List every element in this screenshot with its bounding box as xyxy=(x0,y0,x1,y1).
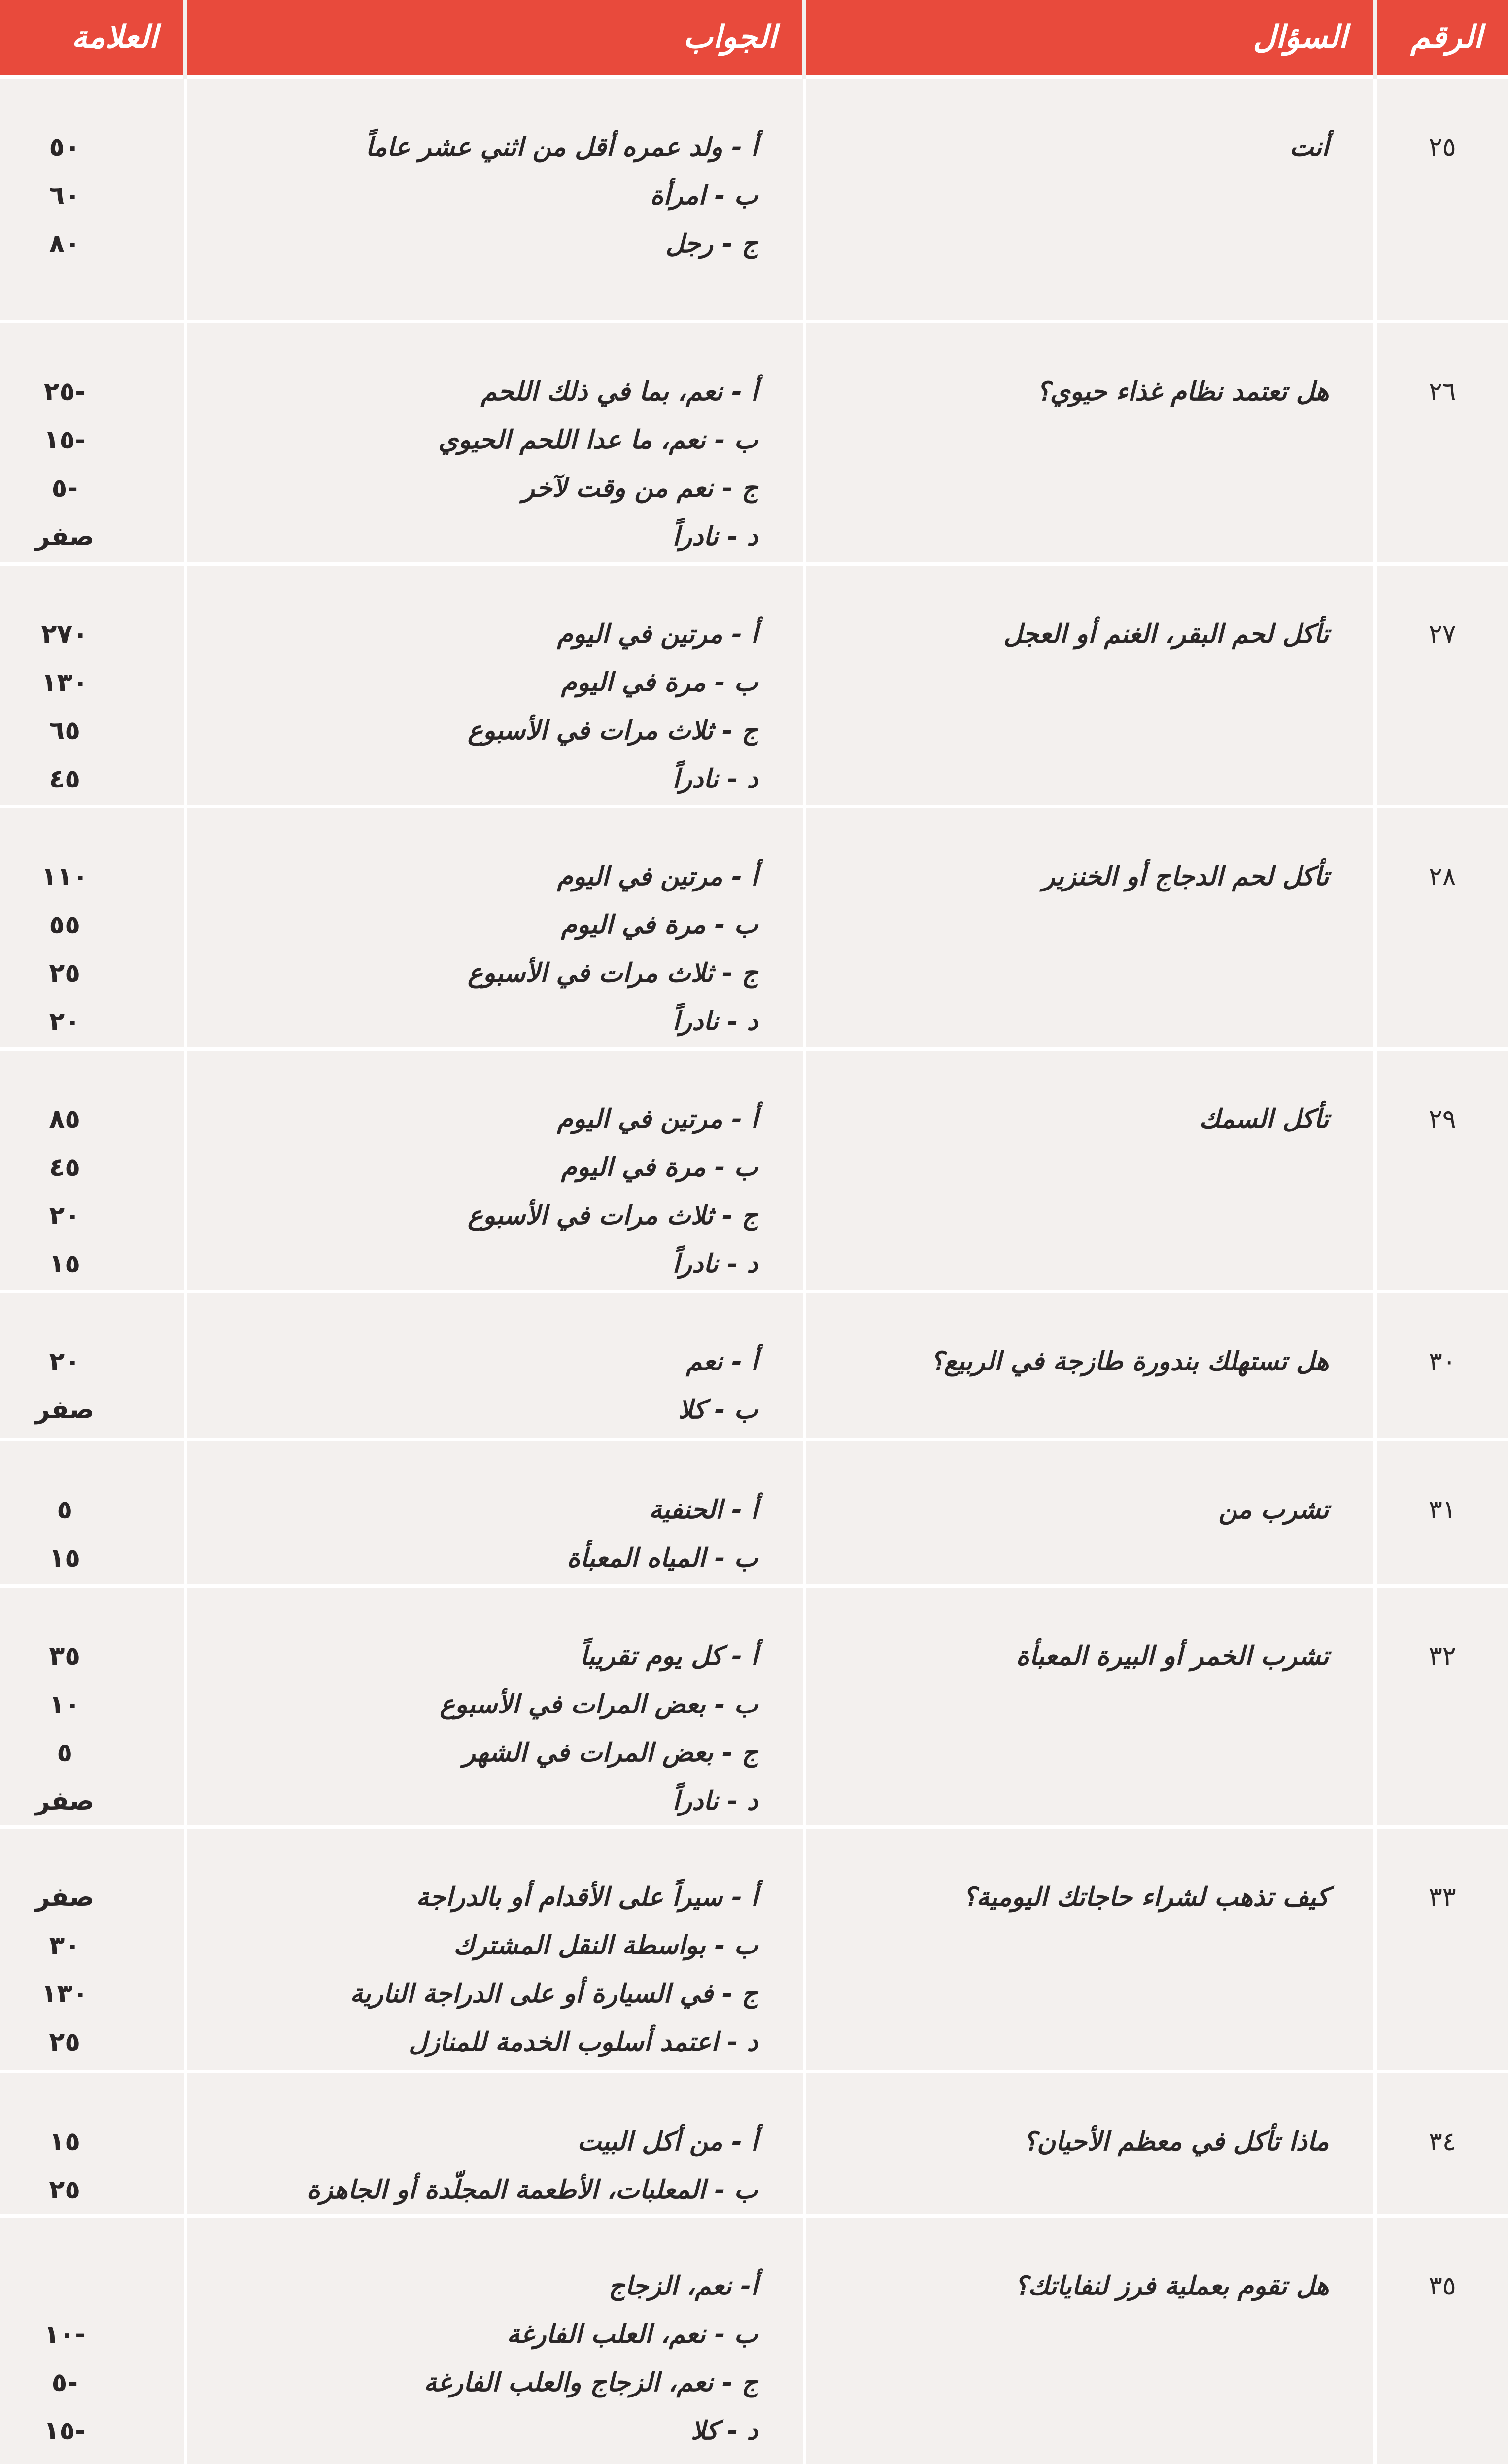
question-number: ٣٢ xyxy=(1375,1586,1508,1827)
answer-option: أ - نعم xyxy=(686,1346,758,1376)
score-value: ٥٥ xyxy=(49,910,80,940)
answer-option: د - نادراً xyxy=(672,1006,758,1036)
question-text: هل تعتمد نظام غذاء حيوي؟ xyxy=(804,321,1375,564)
answer-options xyxy=(185,564,804,806)
score-value: ٢٥ xyxy=(49,958,80,988)
answer-options xyxy=(185,1291,804,1439)
answer-option: ب - كلا xyxy=(678,1395,758,1425)
answer-options xyxy=(185,2071,804,2216)
score-value: ١٥ xyxy=(49,1249,80,1279)
score-values xyxy=(0,77,185,321)
answer-option: ج - بعض المرات في الشهر xyxy=(463,1738,758,1768)
answer-option: ج - في السيارة أو على الدراجة النارية xyxy=(350,1979,758,2009)
answer-option: ب - المياه المعبأة xyxy=(567,1543,758,1573)
question-text: تأكل لحم الدجاج أو الخنزير xyxy=(804,806,1375,1049)
answer-options xyxy=(185,321,804,564)
question-number: ٢٧ xyxy=(1375,564,1508,806)
score-value: ٢٠ xyxy=(49,1200,80,1231)
table-row xyxy=(0,77,1508,321)
header-score: العلامة xyxy=(0,0,185,77)
question-text: تشرب من xyxy=(804,1439,1375,1586)
question-number: ٣٠ xyxy=(1375,1291,1508,1439)
table-row xyxy=(0,806,1508,1049)
score-value: ٥٠ xyxy=(49,132,80,162)
answer-option: ب - مرة في اليوم xyxy=(561,910,758,940)
table-row xyxy=(0,1049,1508,1291)
question-number: ٣٥ xyxy=(1375,2216,1508,2464)
answer-option: أ - الحنفية xyxy=(649,1495,758,1525)
answer-option: د - نادراً xyxy=(672,764,758,794)
question-number: ٢٦ xyxy=(1375,321,1508,564)
score-values xyxy=(0,1586,185,1827)
question-text: هل تقوم بعملية فرز لنفاياتك؟ xyxy=(804,2216,1375,2464)
score-value: ٥ xyxy=(57,1495,73,1525)
question-number: ٢٩ xyxy=(1375,1049,1508,1291)
answer-options xyxy=(185,1827,804,2071)
score-value: ١٥ xyxy=(49,2126,80,2156)
score-value: ١٣٠ xyxy=(41,1979,88,2009)
answer-option: ج - ثلاث مرات في الأسبوع xyxy=(467,1200,758,1231)
score-value: ٦٥ xyxy=(49,716,80,746)
header-question: السؤال xyxy=(804,0,1375,77)
question-text: تأكل لحم البقر، الغنم أو العجل xyxy=(804,564,1375,806)
score-value xyxy=(20,2455,110,2464)
answer-option: أ - ولد عمره أقل من اثني عشر عاماً xyxy=(365,132,758,162)
question-text: كيف تذهب لشراء حاجاتك اليومية؟ xyxy=(804,1827,1375,2071)
score-value: ٨٥ xyxy=(49,1104,80,1134)
score-value: ٦٠ xyxy=(49,180,80,210)
score-value: ٨٠ xyxy=(49,229,80,259)
score-values xyxy=(0,1291,185,1439)
score-value: -١٥ xyxy=(43,2416,86,2446)
score-value: ٢٥ xyxy=(49,2027,80,2057)
answer-option: د - نادراً xyxy=(672,521,758,551)
score-value: ٢٠ xyxy=(49,1346,80,1376)
score-values xyxy=(0,806,185,1049)
answer-option: د - نادراً xyxy=(672,1786,758,1816)
answer-option: ب - امرأة xyxy=(650,180,758,210)
answer-option: د - نادراً xyxy=(672,1249,758,1279)
answer-option: ج - نعم، الزجاج والعلب الفارغة xyxy=(423,2367,758,2397)
answer-option: ج - ثلاث مرات في الأسبوع xyxy=(467,958,758,988)
answer-options xyxy=(185,1439,804,1586)
answer-option: أ - مرتين في اليوم xyxy=(557,861,758,891)
answer-option: ب - مرة في اليوم xyxy=(561,667,758,697)
table-row xyxy=(0,564,1508,806)
score-value: ١٥ xyxy=(49,1543,80,1573)
score-value: -١٥ xyxy=(43,425,86,455)
header-row xyxy=(0,0,1508,77)
score-value: ١٠ xyxy=(49,1689,80,1719)
table-row xyxy=(0,1827,1508,2071)
question-text: أنت xyxy=(804,77,1375,321)
score-values xyxy=(0,1439,185,1586)
score-value: صفر xyxy=(35,1395,95,1425)
table-row xyxy=(0,321,1508,564)
answer-option: أ - كل يوم تقريباً xyxy=(580,1641,758,1671)
question-number: ٣٣ xyxy=(1375,1827,1508,2071)
score-values xyxy=(0,1049,185,1291)
score-values xyxy=(0,564,185,806)
header-answer: الجواب xyxy=(185,0,804,77)
score-values xyxy=(0,2071,185,2216)
question-number: ٣٤ xyxy=(1375,2071,1508,2216)
answer-option: ج - ثلاث مرات في الأسبوع xyxy=(467,716,758,746)
answer-option: ج - نعم من وقت لآخر xyxy=(522,473,758,503)
question-text: تشرب الخمر أو البيرة المعبأة xyxy=(804,1586,1375,1827)
score-value: -٢٥ xyxy=(43,376,86,407)
answer-options xyxy=(185,806,804,1049)
table-row xyxy=(0,1586,1508,1827)
score-value: صفر xyxy=(35,1882,95,1912)
answer-option: أ- نعم، الزجاج xyxy=(608,2271,758,2301)
answer-options xyxy=(185,1049,804,1291)
table-row xyxy=(0,2071,1508,2216)
table-row xyxy=(0,2216,1508,2464)
answer-option: ب - نعم، ما عدا اللحم الحيوي xyxy=(438,425,758,455)
question-text: ماذا تأكل في معظم الأحيان؟ xyxy=(804,2071,1375,2216)
answer-options xyxy=(185,1586,804,1827)
answer-option: ب - مرة في اليوم xyxy=(561,1152,758,1182)
question-number: ٢٥ xyxy=(1375,77,1508,321)
score-value: ٤٥ xyxy=(49,1152,80,1182)
question-number: ٢٨ xyxy=(1375,806,1508,1049)
score-value: ١١٠ xyxy=(41,861,88,891)
question-text: هل تستهلك بندورة طازجة في الربيع؟ xyxy=(804,1291,1375,1439)
answer-option: ب - المعلبات، الأطعمة المجلّدة أو الجاهزة xyxy=(307,2175,758,2205)
score-value: ٤٥ xyxy=(49,764,80,794)
score-value: -١٠ xyxy=(43,2319,86,2349)
score-values xyxy=(0,2216,185,2464)
answer-option: أ - مرتين في اليوم xyxy=(557,1104,758,1134)
score-value: صفر xyxy=(35,521,95,551)
answer-option: ب - نعم، العلب الفارغة xyxy=(507,2319,758,2349)
answer-option: أ - نعم، بما في ذلك اللحم xyxy=(480,376,758,407)
answer-option: ج - رجل xyxy=(665,229,758,259)
answer-options xyxy=(185,77,804,321)
score-value: ٣٥ xyxy=(49,1641,80,1671)
answer-option: أ - من أكل البيت xyxy=(577,2126,758,2156)
answer-option: أ - سيراً على الأقدام أو بالدراجة xyxy=(416,1882,758,1912)
table-row xyxy=(0,1291,1508,1439)
answer-option: د - كلا xyxy=(690,2416,758,2446)
score-values xyxy=(0,321,185,564)
answer-options xyxy=(185,2216,804,2464)
header-number: الرقم xyxy=(1375,0,1508,77)
score-value: ٢٥ xyxy=(49,2175,80,2205)
answer-option: ب - بعض المرات في الأسبوع xyxy=(440,1689,758,1719)
score-value: صفر xyxy=(35,1786,95,1816)
question-number: ٣١ xyxy=(1375,1439,1508,1586)
score-value: -٥ xyxy=(51,473,78,503)
score-value: ٢٧٠ xyxy=(41,619,88,649)
answer-option: د - اعتمد أسلوب الخدمة للمنازل xyxy=(409,2027,758,2057)
score-values xyxy=(0,1827,185,2071)
question-text: تأكل السمك xyxy=(804,1049,1375,1291)
score-value: ٣٠ xyxy=(49,1930,80,1960)
score-value: ٥ xyxy=(57,1738,73,1768)
score-value: -٥ xyxy=(51,2367,78,2397)
answer-option: ب - بواسطة النقل المشترك xyxy=(453,1930,758,1960)
score-value: ١٣٠ xyxy=(41,667,88,697)
table-row xyxy=(0,1439,1508,1586)
answer-option: أ - مرتين في اليوم xyxy=(557,619,758,649)
score-value: ٢٠ xyxy=(49,1006,80,1036)
